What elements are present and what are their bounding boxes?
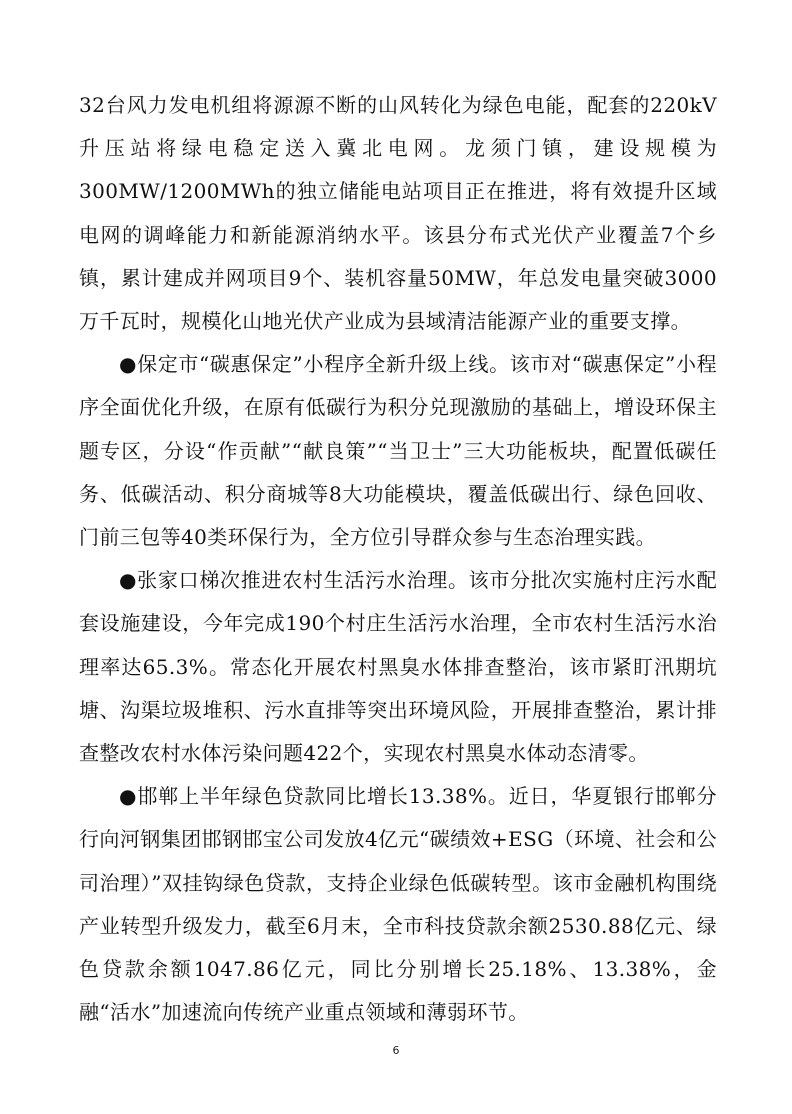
- paragraph-zhangjiakou-sewage: ●张家口梯次推进农村生活污水治理。该市分批次实施村庄污水配套设施建设，今年完成190个村庄生活污水治理，全市农村生活污水治理率达65.3%。常态化开展农村黑臭水体排查整治，该市紧盯汛期坑塘、沟渠垃圾堆积、污水直排等突出环境风险，开展排查整治，累计排查整改农村水体污染问题422个，实现农村黑臭水体动态清零。: [79, 568, 717, 766]
- paragraph-handan-green-loans: ●邯郸上半年绿色贷款同比增长13.38%。近日，华夏银行邯郸分行向河钢集团邯钢邯宝公司发放4亿元“碳绩效+ESG（环境、社会和公司治理）”双挂钩绿色贷款，支持企业绿色低碳转型。该市金融机构围绕产业转型升级发力，截至6月末，全市科技贷款余额2530.88亿元、绿色贷款余额1047.86亿元，同比分别增长25.18%、13.38%，金融“活水”加速流向传统产业重点领域和薄弱环节。: [79, 784, 717, 1025]
- document-body: [79, 84, 717, 1034]
- page-number: 6: [392, 1044, 400, 1057]
- paragraph-continued-wind-solar: 32台风力发电机组将源源不断的山风转化为绿色电能，配套的220kV升压站将绿电稳定送入冀北电网。龙须门镇，建设规模为300MW/1200MWh的独立储能电站项目正在推进，将有效提升区域电网的调峰能力和新能源消纳水平。该县分布式光伏产业覆盖7个乡镇，累计建成并网项目9个、装机容量50MW，年总发电量突破3000万千瓦时，规模化山地光伏产业成为县域清洁能源产业的重要支撑。: [79, 93, 717, 334]
- paragraph-baoding-carbon-app: ●保定市“碳惠保定”小程序全新升级上线。该市对“碳惠保定”小程序全面优化升级，在原有低碳行为积分兑现激励的基础上，增设环保主题专区，分设“作贡献”“献良策”“当卫士”三大功能板块，配置低碳任务、低碳活动、积分商城等8大功能模块，覆盖低碳出行、绿色回收、门前三包等40类环保行为，全方位引导群众参与生态治理实践。: [79, 352, 717, 550]
